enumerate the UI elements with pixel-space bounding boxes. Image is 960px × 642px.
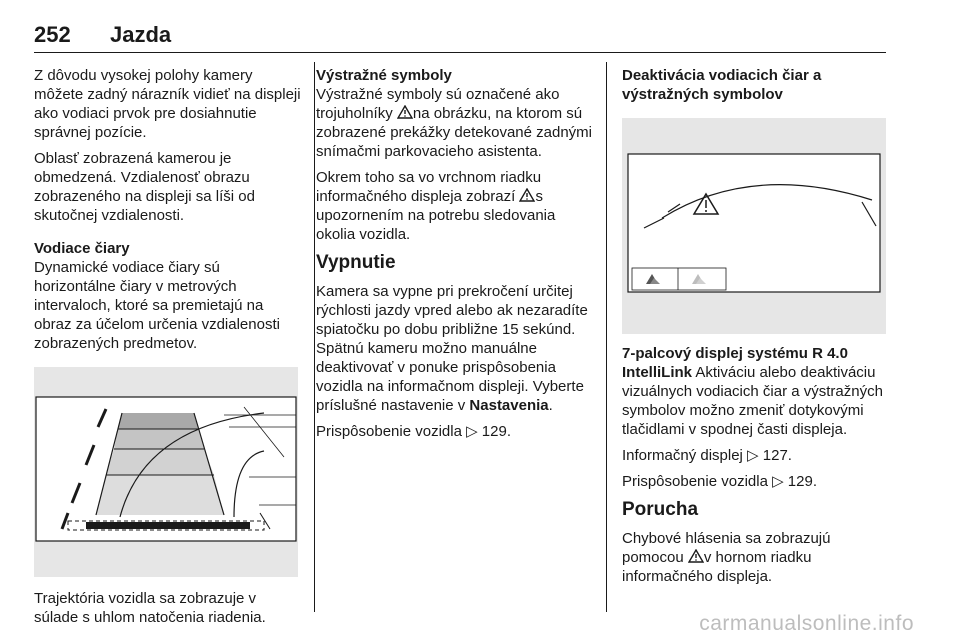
text-part: Výstražné symboly sú označené ako trojuholníky	[316, 86, 560, 122]
text-part: Kamera sa vypne pri prekročení určitej rýchlosti jazdy vpred alebo ak nezaradíte spiatočku po dobu približne 15 sekúnd. Spätnú kameru možno manuálne deaktivovať v ponuke prispôsobenia vozidla na informačnom displeji. Vyberte príslušné nastavenie v	[316, 283, 588, 414]
page-number: 252	[34, 22, 71, 47]
guide-lines-illustration	[34, 367, 298, 577]
text-part: na obrázku, na ktorom sú zobrazené prekážky detekované zadnými snímačmi parkovacieho asistenta.	[316, 105, 592, 160]
heading-deactivation: Deaktivácia vodiacich čiar a výstražných symbolov	[622, 67, 822, 103]
warning-triangle-icon	[397, 105, 413, 119]
settings-link[interactable]: Nastavenia	[469, 397, 549, 414]
paragraph-top-line	[316, 168, 598, 244]
heading-warning-symbols: Výstražné symboly	[316, 67, 452, 84]
caption-trajectory: Trajektória vozidla sa zobrazuje v súlade s uhlom natočenia riadenia.	[34, 590, 266, 626]
text-part: .	[548, 397, 553, 414]
intellilink-label: 7-palcový displej systému R 4.0 IntelliLink	[622, 345, 848, 381]
header-rule	[34, 52, 886, 53]
column-divider-1	[314, 62, 315, 612]
paragraph-switch-off	[316, 282, 598, 415]
paragraph-fault	[622, 529, 886, 586]
paragraph-area: Oblasť zobrazená kamerou je obmedzená. Vzdialenosť obrazu zobrazeného na displeji sa líši od skutočnej vzdialenosti.	[34, 150, 255, 224]
paragraph-warning-symbols	[316, 85, 598, 161]
warning-triangle-icon	[688, 549, 704, 563]
paragraph-bumper: Z dôvodu vysokej polohy kamery môžete zadný nárazník vidieť na displeji ako vodiaci prvok pre dosiahnutie správnej pozície.	[34, 67, 301, 141]
column-2	[316, 66, 598, 448]
paragraph-guide-lines: Dynamické vodiace čiary sú horizontálne čiary v metrových intervaloch, ktoré sa premietajú na obraz za účelom určenia vzdialenosti zobrazených predmetov.	[34, 259, 280, 352]
display-image	[622, 118, 886, 334]
column-divider-2	[606, 62, 607, 612]
paragraph-intellilink	[622, 344, 886, 439]
section-fault: Porucha	[622, 499, 699, 520]
reference-vehicle-personalization-2[interactable]: Prispôsobenie vozidla ▷ 129.	[622, 473, 817, 490]
warning-triangle-icon	[519, 188, 535, 202]
text-part: Okrem toho sa vo vrchnom riadku informačného displeja zobrazí	[316, 169, 542, 205]
section-switch-off: Vypnutie	[316, 252, 396, 273]
text-part: v hornom riadku informačného displeja.	[622, 549, 812, 585]
text-part: Aktiváciu alebo deaktiváciu vizuálnych vodiacich čiar a výstražných symbolov možno zmeniť dotykovými tlačidlami v spodnej časti displeja.	[622, 364, 883, 438]
column-1	[34, 66, 302, 634]
guide-lines-image	[34, 367, 298, 577]
chapter-title: Jazda	[110, 22, 172, 47]
heading-guide-lines: Vodiace čiary	[34, 240, 130, 257]
reference-info-display[interactable]: Informačný displej ▷ 127.	[622, 447, 792, 464]
watermark: carmanualsonline.info	[699, 612, 914, 635]
text-part: s upozornením na potrebu sledovania okolia vozidla.	[316, 188, 556, 243]
display-illustration	[622, 118, 886, 334]
reference-vehicle-personalization[interactable]: Prispôsobenie vozidla ▷ 129.	[316, 423, 511, 440]
text-part: Chybové hlásenia sa zobrazujú pomocou	[622, 530, 831, 566]
column-3	[622, 66, 886, 593]
